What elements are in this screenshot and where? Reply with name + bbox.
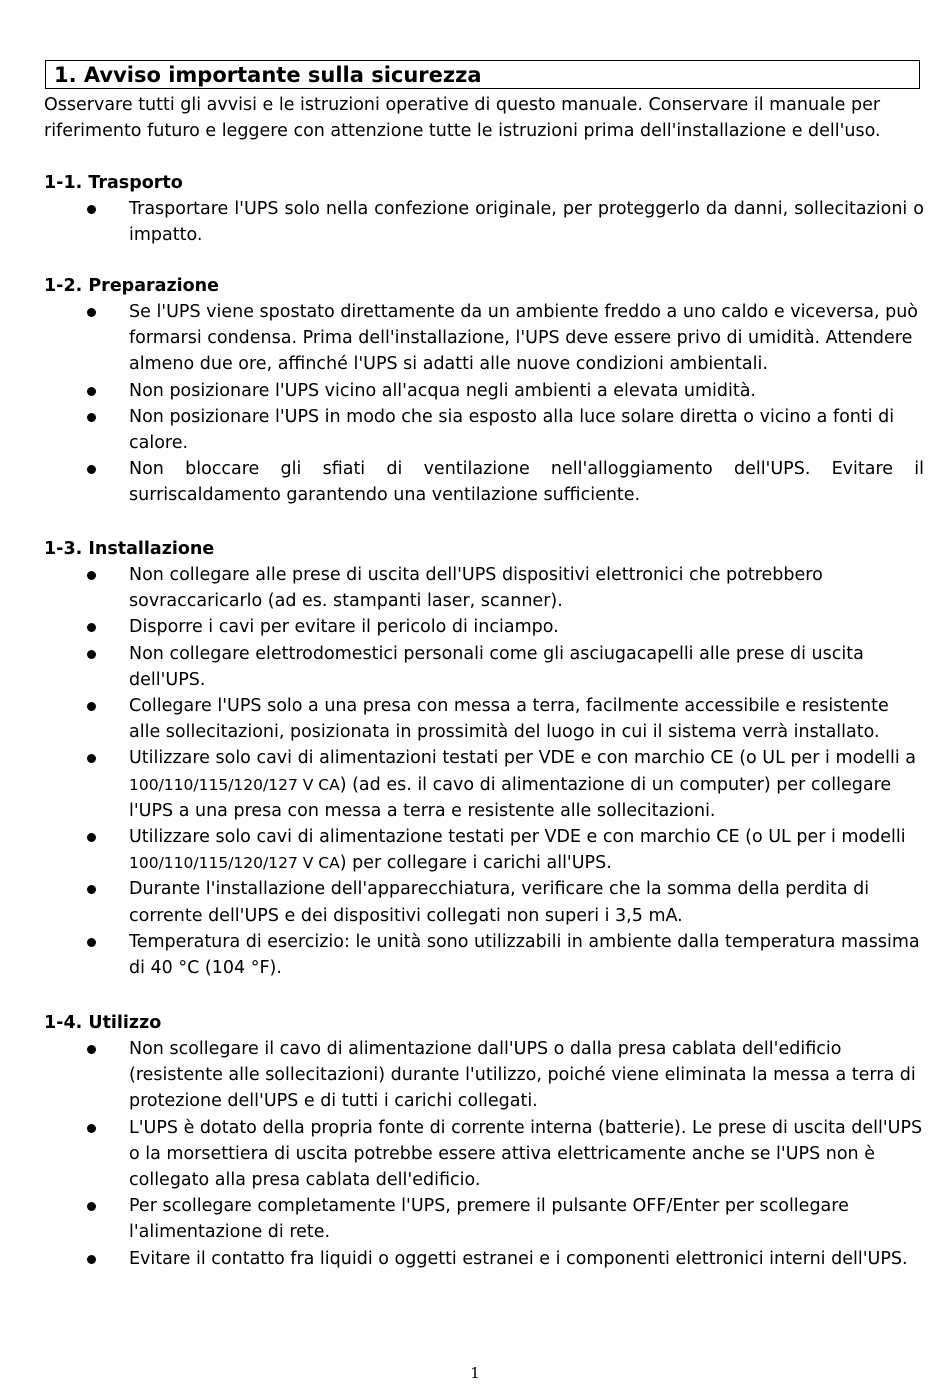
intro-paragraph: Osservare tutti gli avvisi e le istruzioni operative di questo manuale. Conservare il manuale per riferimento futuro e leggere con attenzione tutte le istruzioni prima dell'installazione e dell'uso. [44,95,881,141]
bullet-icon [87,1045,96,1054]
bullet-icon [87,885,96,894]
list-item [44,299,924,378]
list-item [44,1036,924,1115]
section-heading: 1-4. Utilizzo [44,1013,162,1033]
list-item-text: Evitare il contatto fra liquidi o oggetti estranei e i componenti elettronici interni dell'UPS. [129,1248,908,1269]
section-preparazione [44,273,924,509]
list-item-text: Disporre i cavi per evitare il pericolo di inciampo. [129,617,559,638]
bullet-icon [87,754,96,763]
bullet-icon [87,465,96,474]
bullet-icon [87,205,96,214]
bullet-icon [87,308,96,317]
list-item-text: Non posizionare l'UPS in modo che sia esposto alla luce solare diretta o vicino a fonti di calore. [129,406,895,454]
page-number: 1 [470,1364,480,1382]
list-item [44,641,924,693]
bullet-list [44,299,924,509]
list-item [44,196,924,248]
list-item [44,614,924,640]
list-item [44,876,924,928]
list-item [44,693,924,745]
section-installazione [44,536,924,981]
bullet-list [44,196,924,248]
bullet-icon [87,623,96,632]
section-heading: 1-2. Preparazione [44,276,219,296]
list-item-text: Non collegare alle prese di uscita dell'UPS dispositivi elettronici che potrebbero sovraccaricarlo (ad es. stampanti laser, scanner). [129,565,823,612]
list-item [44,1246,924,1272]
list-item-text-part: ) per collegare i carichi all'UPS. [339,853,612,874]
voltage-rating: 100/110/115/120/127 V CA [129,775,340,794]
section-utilizzo [44,1010,924,1272]
list-item-text-part: ) (ad es. il cavo di alimentazione di un computer) per collegare l'UPS a una presa con messa a terra e resistente alle sollecitazioni. [129,774,892,821]
list-item-text: Trasportare l'UPS solo nella confezione originale, per proteggerlo da danni, sollecitazioni o impatto. [129,199,924,246]
list-item-text-part: Utilizzare solo cavi di alimentazioni testati per VDE e con marchio CE (o UL per i modelli a [129,748,916,769]
list-item-text: Se l'UPS viene spostato direttamente da un ambiente freddo a uno caldo e viceversa, può formarsi condensa. Prima dell'installazione, l'UPS deve essere privo di umidità. Attendere almeno due ore, affinché l'UPS si adatti alle nuove condizioni ambientali. [129,302,919,375]
list-item [44,378,924,404]
list-item [44,562,924,614]
bullet-icon [87,1255,96,1264]
section-heading: 1-1. Trasporto [44,173,183,193]
bullet-icon [87,833,96,842]
list-item [44,745,924,824]
list-item-text: Non collegare elettrodomestici personali come gli asciugacapelli alle prese di uscita dell'UPS. [129,643,864,690]
list-item-text: Non posizionare l'UPS vicino all'acqua negli ambienti a elevata umidità. [129,380,756,401]
list-item-text [129,748,916,820]
list-item-text: Temperatura di esercizio: le unità sono utilizzabili in ambiente dalla temperatura massima di 40 °C (104 °F). [129,931,920,979]
list-item-text-part: Utilizzare solo cavi di alimentazione testati per VDE e con marchio CE (o UL per i modelli [129,827,906,848]
bullet-icon [87,387,96,396]
section-trasporto [44,170,924,248]
list-item [44,824,924,876]
list-item [44,929,924,981]
bullet-icon [87,1124,96,1133]
list-item-text [129,827,906,873]
list-item-text: Per scollegare completamente l'UPS, premere il pulsante OFF/Enter per scollegare l'alimentazione di rete. [129,1196,849,1243]
bullet-list [44,562,924,981]
bullet-icon [87,938,96,947]
bullet-icon [87,1202,96,1211]
section-heading: 1-3. Installazione [44,539,215,559]
list-item [44,1115,924,1194]
list-item [44,456,924,508]
voltage-rating: 100/110/115/120/127 V CA [129,854,340,873]
list-item [44,404,924,456]
bullet-icon [87,571,96,580]
bullet-icon [87,650,96,659]
list-item-text: Durante l'installazione dell'apparecchiatura, verificare che la somma della perdita di corrente dell'UPS e dei dispositivi collegati non superi i 3,5 mA. [129,879,870,926]
bullet-list [44,1036,924,1272]
list-item [44,1193,924,1245]
bullet-icon [87,702,96,711]
list-item-text: Non bloccare gli sfiati di ventilazione nell'alloggiamento dell'UPS. Evitare il surriscaldamento garantendo una ventilazione sufficiente. [129,459,924,506]
list-item-text: Collegare l'UPS solo a una presa con messa a terra, facilmente accessibile e resistente alle sollecitazioni, posizionata in prossimità del luogo in cui il sistema verrà installato. [129,696,889,743]
bullet-icon [87,413,96,422]
list-item-text: Non scollegare il cavo di alimentazione dall'UPS o dalla presa cablata dell'edificio (resistente alle sollecitazioni) durante l'utilizzo, poiché viene eliminata la messa a terra di protezione dell'UPS e di tutti i carichi collegati. [129,1039,916,1112]
list-item-text: L'UPS è dotato della propria fonte di corrente interna (batterie). Le prese di uscita dell'UPS o la morsettiera di uscita potrebbe essere attiva elettricamente anche se l'UPS non è collegato alla presa cablata dell'edificio. [129,1117,923,1191]
page-title: 1. Avviso importante sulla sicurezza [45,60,920,89]
